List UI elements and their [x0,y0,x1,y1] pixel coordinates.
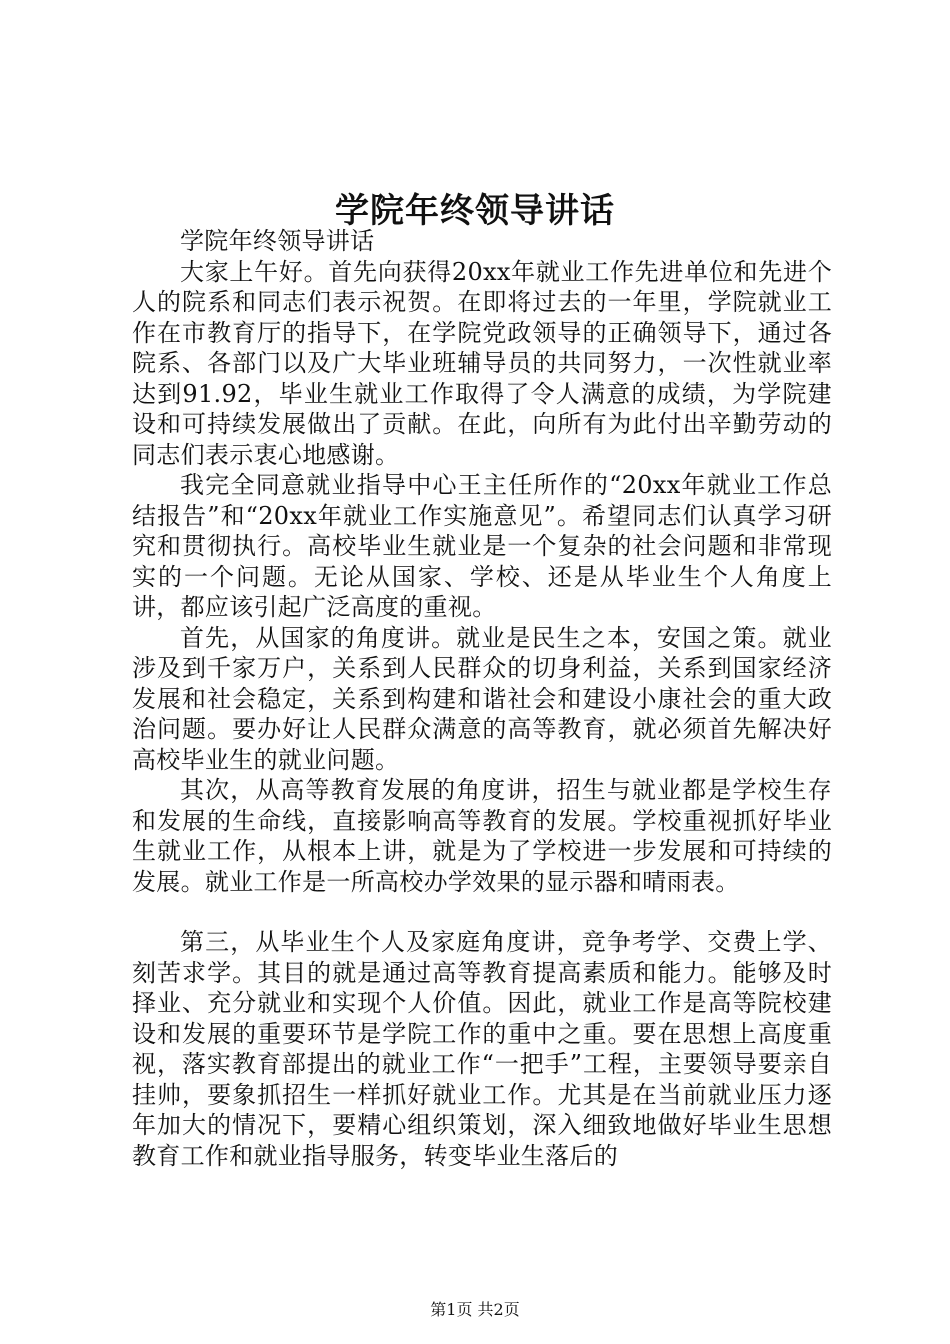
page-number-footer: 第1页 共2页 [430,1300,520,1319]
paragraph-heading: 学院年终领导讲话 [180,227,375,255]
paragraph-second-point: 其次，从高等教育发展的角度讲，招生与就业都是学校生存和发展的生命线，直接影响高等教育的发展。学校重视抓好毕业生就业工作，从根本上讲，就是为了学校进一步发展和可持续的发展。就业工作是一所高校办学效果的显示器和晴雨表。 [132,776,832,896]
paragraph-third-point: 第三，从毕业生个人及家庭角度讲，竞争考学、交费上学、刻苦求学。其目的就是通过高等教育提高素质和能力。能够及时择业、充分就业和实现个人价值。因此，就业工作是高等院校建设和发展的重要环节是学院工作的重中之重。要在思想上高度重视，落实教育部提出的就业工作“一把手”工程，主要领导要亲自挂帅，要象抓招生一样抓好就业工作。尤其是在当前就业压力逐年加大的情况下，要精心组织策划，深入细致地做好毕业生思想教育工作和就业指导服务，转变毕业生落后的 [132,928,832,1170]
paragraph-first-point: 首先，从国家的角度讲。就业是民生之本，安国之策。就业涉及到千家万户，关系到人民群众的切身利益，关系到国家经济发展和社会稳定，关系到构建和谐社会和建设小康社会的重大政治问题。要办好让人民群众满意的高等教育，就必须首先解决好高校毕业生的就业问题。 [132,623,832,774]
paragraph-agreement: 我完全同意就业指导中心王主任所作的“20xx年就业工作总结报告”和“20xx年就业工作实施意见”。希望同志们认真学习研究和贯彻执行。高校毕业生就业是一个复杂的社会问题和非常现实的一个问题。无论从国家、学校、还是从毕业生个人角度上讲，都应该引起广泛高度的重视。 [132,471,832,621]
document-body [132,226,832,1171]
document-title: 学院年终领导讲话 [335,191,615,231]
paragraph-greeting: 大家上午好。首先向获得20xx年就业工作先进单位和先进个人的院系和同志们表示祝贺。在即将过去的一年里，学院就业工作在市教育厅的指导下，在学院党政领导的正确领导下，通过各院系、各部门以及广大毕业班辅导员的共同努力，一次性就业率达到91.92，毕业生就业工作取得了令人满意的成绩，为学院建设和可持续发展做出了贡献。在此，向所有为此付出辛勤劳动的同志们表示衷心地感谢。 [132,257,832,469]
